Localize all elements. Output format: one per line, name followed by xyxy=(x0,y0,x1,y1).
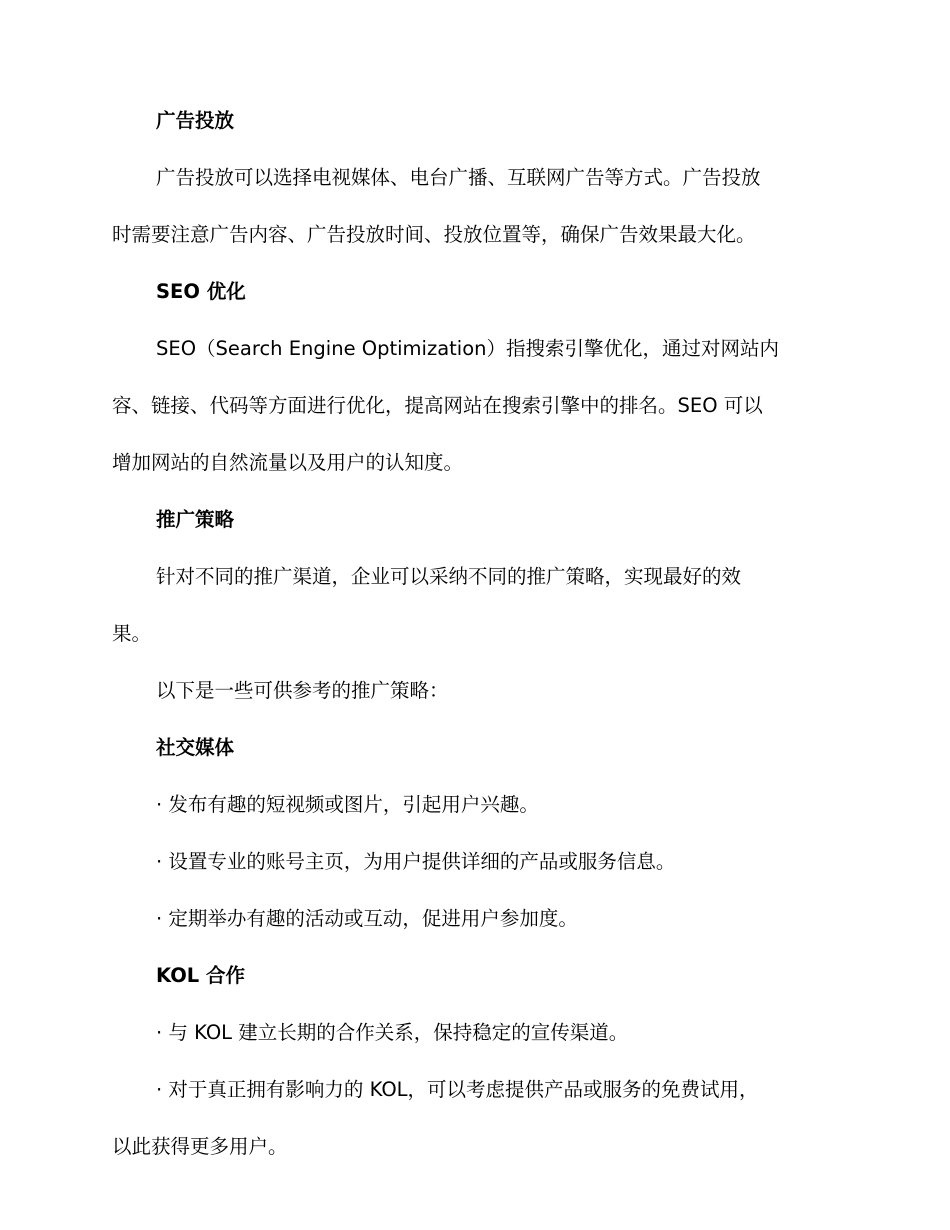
paragraph-line: SEO（Search Engine Optimization）指搜索引擎优化，通过对网站内 xyxy=(156,337,780,360)
paragraph-line: 容、链接、代码等方面进行优化，提高网站在搜索引擎中的排名。SEO 可以 xyxy=(112,394,763,417)
heading-seo: SEO 优化 xyxy=(156,280,246,303)
heading-strategy: 推广策略 xyxy=(156,508,235,531)
paragraph-ad xyxy=(112,163,838,249)
paragraph-line: 增加网站的自然流量以及用户的认知度。 xyxy=(112,451,464,474)
bullet-item: · 发布有趣的短视频或图片，引起用户兴趣。 xyxy=(156,793,539,816)
heading-social: 社交媒体 xyxy=(156,736,235,759)
bullet-item: · 与 KOL 建立长期的合作关系，保持稳定的宣传渠道。 xyxy=(156,1021,629,1044)
paragraph-line: 广告投放可以选择电视媒体、电台广播、互联网广告等方式。广告投放 xyxy=(156,166,761,189)
paragraph-line: 针对不同的推广渠道，企业可以采纳不同的推广策略，实现最好的效 xyxy=(156,565,742,588)
heading-kol: KOL 合作 xyxy=(156,964,246,987)
bullet-item: · 设置专业的账号主页，为用户提供详细的产品或服务信息。 xyxy=(156,850,676,873)
paragraph-seo xyxy=(112,334,838,477)
bullet-item: · 定期举办有趣的活动或互动，促进用户参加度。 xyxy=(156,907,578,930)
paragraph-line: 以此获得更多用户。 xyxy=(112,1135,288,1158)
paragraph-strategy xyxy=(112,562,838,648)
paragraph-strategy-intro: 以下是一些可供参考的推广策略： xyxy=(156,679,449,702)
heading-ad: 广告投放 xyxy=(156,109,235,132)
paragraph-line: 果。 xyxy=(112,622,152,645)
paragraph-line: · 对于真正拥有影响力的 KOL，可以考虑提供产品或服务的免费试用， xyxy=(156,1078,759,1101)
bullet-item-multiline xyxy=(112,1075,838,1161)
paragraph-line: 时需要注意广告内容、广告投放时间、投放位置等，确保广告效果最大化。 xyxy=(112,223,756,246)
document-page xyxy=(112,106,838,1189)
